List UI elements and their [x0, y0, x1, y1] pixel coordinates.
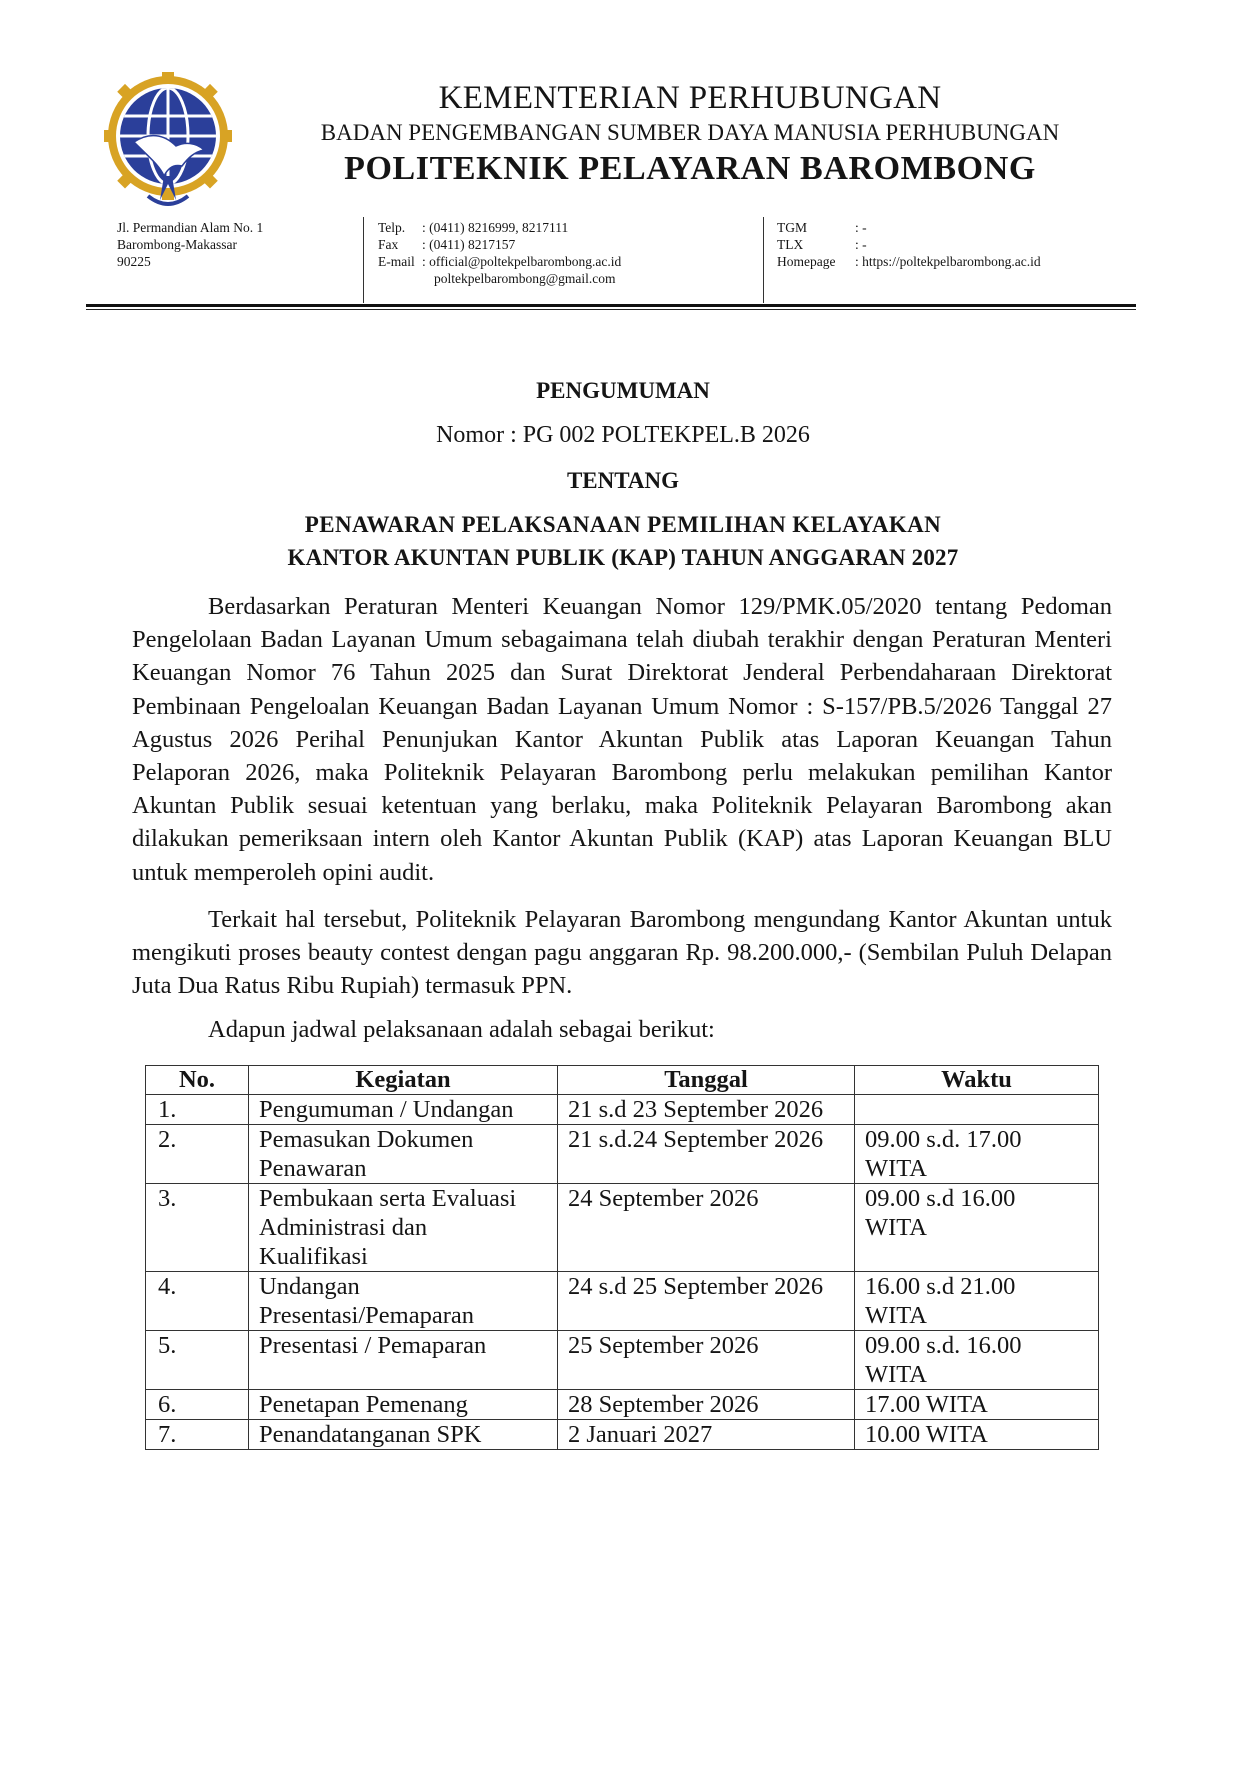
- paragraph-line: Agustus 2026 Perihal Penunjukan Kantor Akuntan Publik atas Laporan Keuangan Tahun: [132, 725, 1112, 753]
- paragraph-line: Akuntan Publik sesuai ketentuan yang berlaku, maka Politeknik Pelayaran Barombong akan: [132, 792, 1112, 820]
- time-line: [865, 1095, 1088, 1124]
- institution-name: POLITEKNIK PELAYARAN BAROMBONG: [344, 150, 1036, 187]
- row-number: 4.: [146, 1272, 249, 1331]
- table-row: [146, 1125, 1099, 1184]
- time-cell: [855, 1125, 1099, 1184]
- paragraph-line: Pelaporan 2026, maka Politeknik Pelayaran Barombong perlu melakukan pemilihan Kantor: [132, 759, 1112, 787]
- contact-block: [378, 219, 621, 287]
- address-line: Barombong-Makassar: [117, 237, 237, 252]
- header-divider: [363, 217, 364, 303]
- email-value: : official@poltekpelbarombong.ac.id: [422, 254, 622, 269]
- activity-line: Pembukaan serta Evaluasi: [259, 1185, 517, 1212]
- announcement-subject: KANTOR AKUNTAN PUBLIK (KAP) TAHUN ANGGARAN 2027: [287, 545, 959, 570]
- time-line: 17.00 WITA: [865, 1391, 988, 1418]
- homepage-label: Homepage: [777, 254, 836, 269]
- date-cell: 28 September 2026: [558, 1390, 855, 1420]
- email-value-2: poltekpelbarombong@gmail.com: [434, 271, 616, 286]
- time-cell: [855, 1390, 1099, 1420]
- time-cell: [855, 1272, 1099, 1331]
- body-paragraph: [132, 903, 1112, 1003]
- time-line: 09.00 s.d. 17.00: [865, 1126, 1022, 1153]
- paragraph-line: Keuangan Nomor 76 Tahun 2025 dan Surat Direktorat Jenderal Perbendaharaan Direktorat: [132, 659, 1112, 687]
- table-header-row: [146, 1066, 1099, 1095]
- ministry-logo-icon: [104, 72, 232, 216]
- activity-cell: [249, 1125, 558, 1184]
- letterhead-rule: [86, 309, 1136, 310]
- table-row: [146, 1390, 1099, 1420]
- row-number: 6.: [146, 1390, 249, 1420]
- time-line: 09.00 s.d 16.00: [865, 1185, 1016, 1212]
- row-number: 5.: [146, 1331, 249, 1390]
- activity-cell: [249, 1331, 558, 1390]
- activity-cell: [249, 1095, 558, 1125]
- column-header: Kegiatan: [249, 1066, 558, 1095]
- letterhead-rule: [86, 304, 1136, 307]
- table-row: [146, 1331, 1099, 1390]
- time-cell: [855, 1095, 1099, 1125]
- activity-cell: [249, 1272, 558, 1331]
- announcement-title: PENGUMUMAN: [536, 378, 710, 403]
- date-cell: 24 s.d 25 September 2026: [558, 1272, 855, 1331]
- paragraph-line: dilakukan pemeriksaan intern oleh Kantor Akuntan Publik (KAP) atas Laporan Keuangan BLU: [132, 825, 1112, 853]
- row-number: 3.: [146, 1184, 249, 1272]
- activity-line: Pengumuman / Undangan: [259, 1096, 514, 1123]
- time-line: WITA: [865, 1302, 927, 1329]
- date-cell: 24 September 2026: [558, 1184, 855, 1272]
- announcement-number: Nomor : PG 002 POLTEKPEL.B 2026: [436, 422, 810, 448]
- time-line: 10.00 WITA: [865, 1421, 988, 1448]
- table-row: [146, 1272, 1099, 1331]
- body-paragraph: [132, 590, 1112, 889]
- announcement-subject: PENAWARAN PELAKSANAAN PEMILIHAN KELAYAKAN: [304, 512, 942, 537]
- column-header: No.: [146, 1066, 249, 1095]
- phone-label: Telp.: [378, 220, 406, 235]
- column-header: Tanggal: [558, 1066, 855, 1095]
- ministry-name: KEMENTERIAN PERHUBUNGAN: [438, 80, 942, 116]
- table-row: [146, 1420, 1099, 1450]
- telegram-block: [777, 219, 1041, 270]
- activity-line: Undangan: [259, 1273, 360, 1300]
- date-cell: 2 Januari 2027: [558, 1420, 855, 1450]
- date-cell: 21 s.d.24 September 2026: [558, 1125, 855, 1184]
- tgm-label: TGM: [777, 220, 807, 235]
- address-line: 90225: [117, 254, 151, 269]
- paragraph-line: Juta Dua Ratus Ribu Rupiah) termasuk PPN.: [132, 972, 573, 1000]
- table-row: [146, 1095, 1099, 1125]
- tgm-value: : -: [855, 220, 867, 235]
- address-block: [117, 219, 263, 270]
- time-line: 09.00 s.d. 16.00: [865, 1332, 1022, 1359]
- time-cell: [855, 1331, 1099, 1390]
- activity-line: Administrasi dan: [259, 1214, 428, 1241]
- time-line: WITA: [865, 1214, 927, 1241]
- paragraph-line: Terkait hal tersebut, Politeknik Pelayaran Barombong mengundang Kantor Akuntan untuk: [208, 906, 1112, 933]
- column-header: Waktu: [855, 1066, 1099, 1095]
- activity-line: Penandatanganan SPK: [259, 1421, 482, 1448]
- row-number: 2.: [146, 1125, 249, 1184]
- activity-line: Presentasi/Pemaparan: [259, 1302, 474, 1329]
- paragraph-line: Berdasarkan Peraturan Menteri Keuangan Nomor 129/PMK.05/2020 tentang Pedoman: [208, 593, 1112, 620]
- fax-value: : (0411) 8217157: [422, 237, 516, 252]
- date-cell: 25 September 2026: [558, 1331, 855, 1390]
- time-cell: [855, 1420, 1099, 1450]
- activity-line: Penawaran: [259, 1155, 367, 1182]
- time-line: WITA: [865, 1361, 927, 1388]
- schedule-table: [145, 1065, 1099, 1450]
- activity-cell: [249, 1184, 558, 1272]
- row-number: 1.: [146, 1095, 249, 1125]
- agency-name: BADAN PENGEMBANGAN SUMBER DAYA MANUSIA PERHUBUNGAN: [320, 120, 1060, 145]
- homepage-value: : https://poltekpelbarombong.ac.id: [855, 254, 1041, 269]
- paragraph-line: untuk memperoleh opini audit.: [132, 858, 435, 886]
- time-cell: [855, 1184, 1099, 1272]
- tlx-label: TLX: [777, 237, 804, 252]
- paragraph-line: Pembinaan Pengeloalan Keuangan Badan Layanan Umum Nomor : S-157/PB.5/2026 Tanggal 27: [132, 692, 1112, 720]
- body-paragraph: Adapun jadwal pelaksanaan adalah sebagai berikut:: [208, 1016, 715, 1043]
- phone-value: : (0411) 8216999, 8217111: [422, 220, 569, 235]
- tlx-value: : -: [855, 237, 867, 252]
- paragraph-line: mengikuti proses beauty contest dengan pagu anggaran Rp. 98.200.000,- (Sembilan Puluh Delapan: [132, 939, 1112, 967]
- time-line: 16.00 s.d 21.00: [865, 1273, 1016, 1300]
- email-label: E-mail: [378, 254, 415, 269]
- address-line: Jl. Permandian Alam No. 1: [117, 220, 264, 235]
- activity-line: Pemasukan Dokumen: [259, 1126, 474, 1153]
- activity-cell: [249, 1420, 558, 1450]
- activity-cell: [249, 1390, 558, 1420]
- date-cell: 21 s.d 23 September 2026: [558, 1095, 855, 1125]
- table-row: [146, 1184, 1099, 1272]
- paragraph-line: Pengelolaan Badan Layanan Umum sebagaimana telah diubah terakhir dengan Peraturan Menteri: [132, 626, 1112, 654]
- activity-line: Penetapan Pemenang: [259, 1391, 468, 1418]
- activity-line: Presentasi / Pemaparan: [259, 1332, 487, 1359]
- announcement-about: TENTANG: [566, 468, 680, 493]
- activity-line: Kualifikasi: [259, 1243, 368, 1270]
- fax-label: Fax: [378, 237, 399, 252]
- header-divider: [763, 217, 764, 303]
- time-line: WITA: [865, 1155, 927, 1182]
- row-number: 7.: [146, 1420, 249, 1450]
